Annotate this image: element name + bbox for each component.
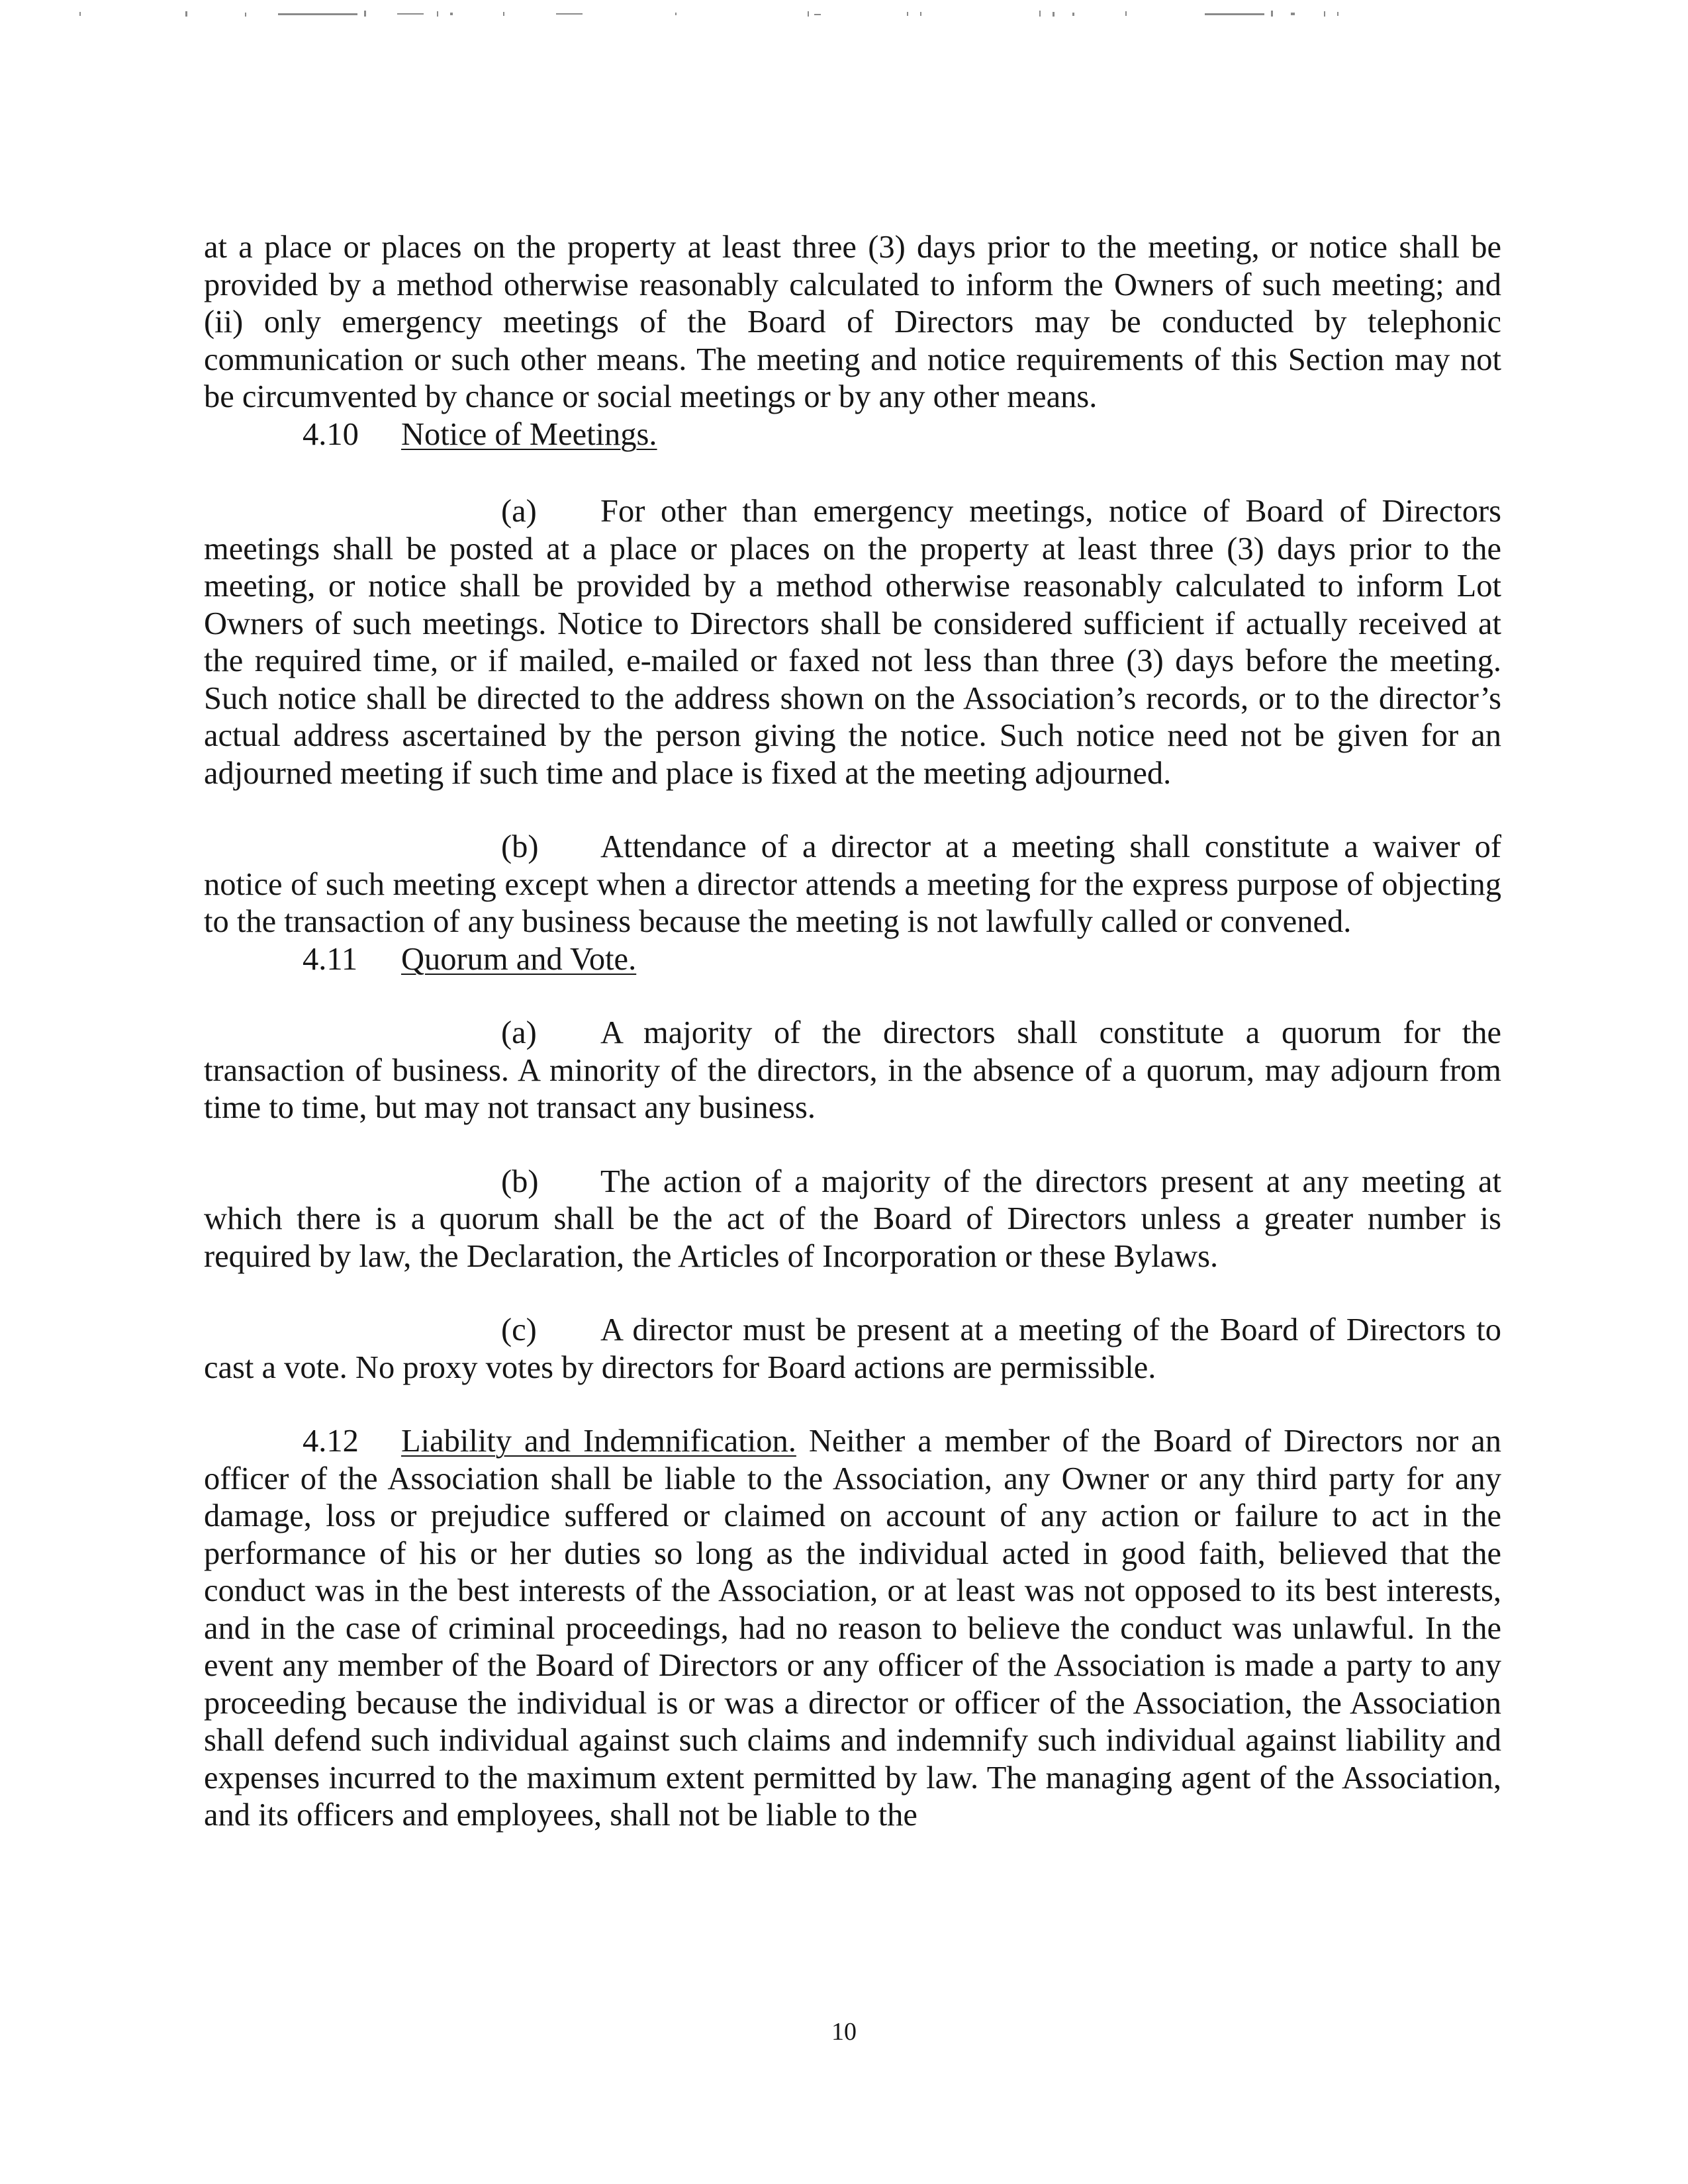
- subsection-text: A majority of the directors shall constitute a quorum for the transaction of business. A minority of the directors, in the absence of a quorum, may adjourn from time to time, but may not transact any business.: [204, 1015, 1501, 1125]
- subsection-label: (b): [501, 829, 539, 864]
- subsection-label: (c): [501, 1312, 537, 1347]
- document-body: [204, 229, 1501, 1835]
- subsection-label: (a): [501, 494, 537, 529]
- subsection-text: Attendance of a director at a meeting shall constitute a waiver of notice of such meeting except when a director attends a meeting for the express purpose of objecting to the transaction of any business because the meeting is not lawfully called or convened.: [204, 829, 1501, 939]
- subsection-label: (b): [501, 1163, 539, 1199]
- opening-paragraph: at a place or places on the property at least three (3) days prior to the meeting, or notice shall be provided by a method otherwise reasonably calculated to inform the Owners of such meeting; and (ii) only emergency meetings of the Board of Directors may be conducted by telephonic communication or such other means. The meeting and notice requirements of this Section may not be circumvented by chance or social meetings or by any other means.: [204, 230, 1501, 414]
- page-number: 10: [831, 2018, 857, 2046]
- section-4-12-paragraph: [204, 1423, 1501, 1835]
- section-number: 4.11: [303, 941, 358, 977]
- subsection-4-11-c: [204, 1312, 1501, 1387]
- section-heading-4-11: [204, 941, 1501, 979]
- section-title: Notice of Meetings.: [401, 416, 657, 452]
- subsection-text: A director must be present at a meeting of the Board of Directors to cast a vote. No proxy votes by directors for Board actions are permissible.: [204, 1312, 1501, 1385]
- section-title: Liability and Indemnification.: [401, 1424, 796, 1459]
- section-text: Neither a member of the Board of Directors nor an officer of the Association shall be liable to the Association, any Owner or any third party for any damage, loss or prejudice suffered or claimed on account of any action or failure to act in the performance of his or her duties so long as the individual acted in good faith, believed that the conduct was in the best interests of the Association, or at least was not opposed to its best interests, and in the case of criminal proceedings, had no reason to believe the conduct was unlawful. In the event any member of the Board of Directors or any officer of the Association is made a party to any proceeding because the individual is or was a director or officer of the Association, the Association shall defend such individual against such claims and indemnify such individual against liability and expenses incurred to the maximum extent permitted by law. The managing agent of the Association, and its officers and employees, shall not be liable to the: [204, 1424, 1501, 1833]
- section-number: 4.10: [303, 416, 359, 452]
- subsection-label: (a): [501, 1015, 537, 1050]
- subsection-4-10-b: [204, 829, 1501, 941]
- subsection-4-11-b: [204, 1163, 1501, 1276]
- section-heading-4-10: [204, 416, 1501, 454]
- section-title: Quorum and Vote.: [401, 941, 637, 977]
- subsection-4-11-a: [204, 1015, 1501, 1127]
- scan-artifact-strip: [79, 9, 1470, 19]
- subsection-4-10-a: [204, 493, 1501, 792]
- subsection-text: The action of a majority of the directors present at any meeting at which there is a quorum shall be the act of the Board of Directors unless a greater number is required by law, the Declaration, the Articles of Incorporation or these Bylaws.: [204, 1163, 1501, 1274]
- subsection-text: For other than emergency meetings, notice of Board of Directors meetings shall be posted at a place or places on the property at least three (3) days prior to the meeting, or notice shall be provided by a method otherwise reasonably calculated to inform Lot Owners of such meetings. Notice to Directors shall be considered sufficient if actually received at the required time, or if mailed, e-mailed or faxed not less than three (3) days before the meeting. Such notice shall be directed to the address shown on the Association’s records, or to the director’s actual address ascertained by the person giving the notice. Such notice need not be given for an adjourned meeting if such time and place is fixed at the meeting adjourned.: [204, 494, 1501, 791]
- section-number: 4.12: [303, 1424, 359, 1459]
